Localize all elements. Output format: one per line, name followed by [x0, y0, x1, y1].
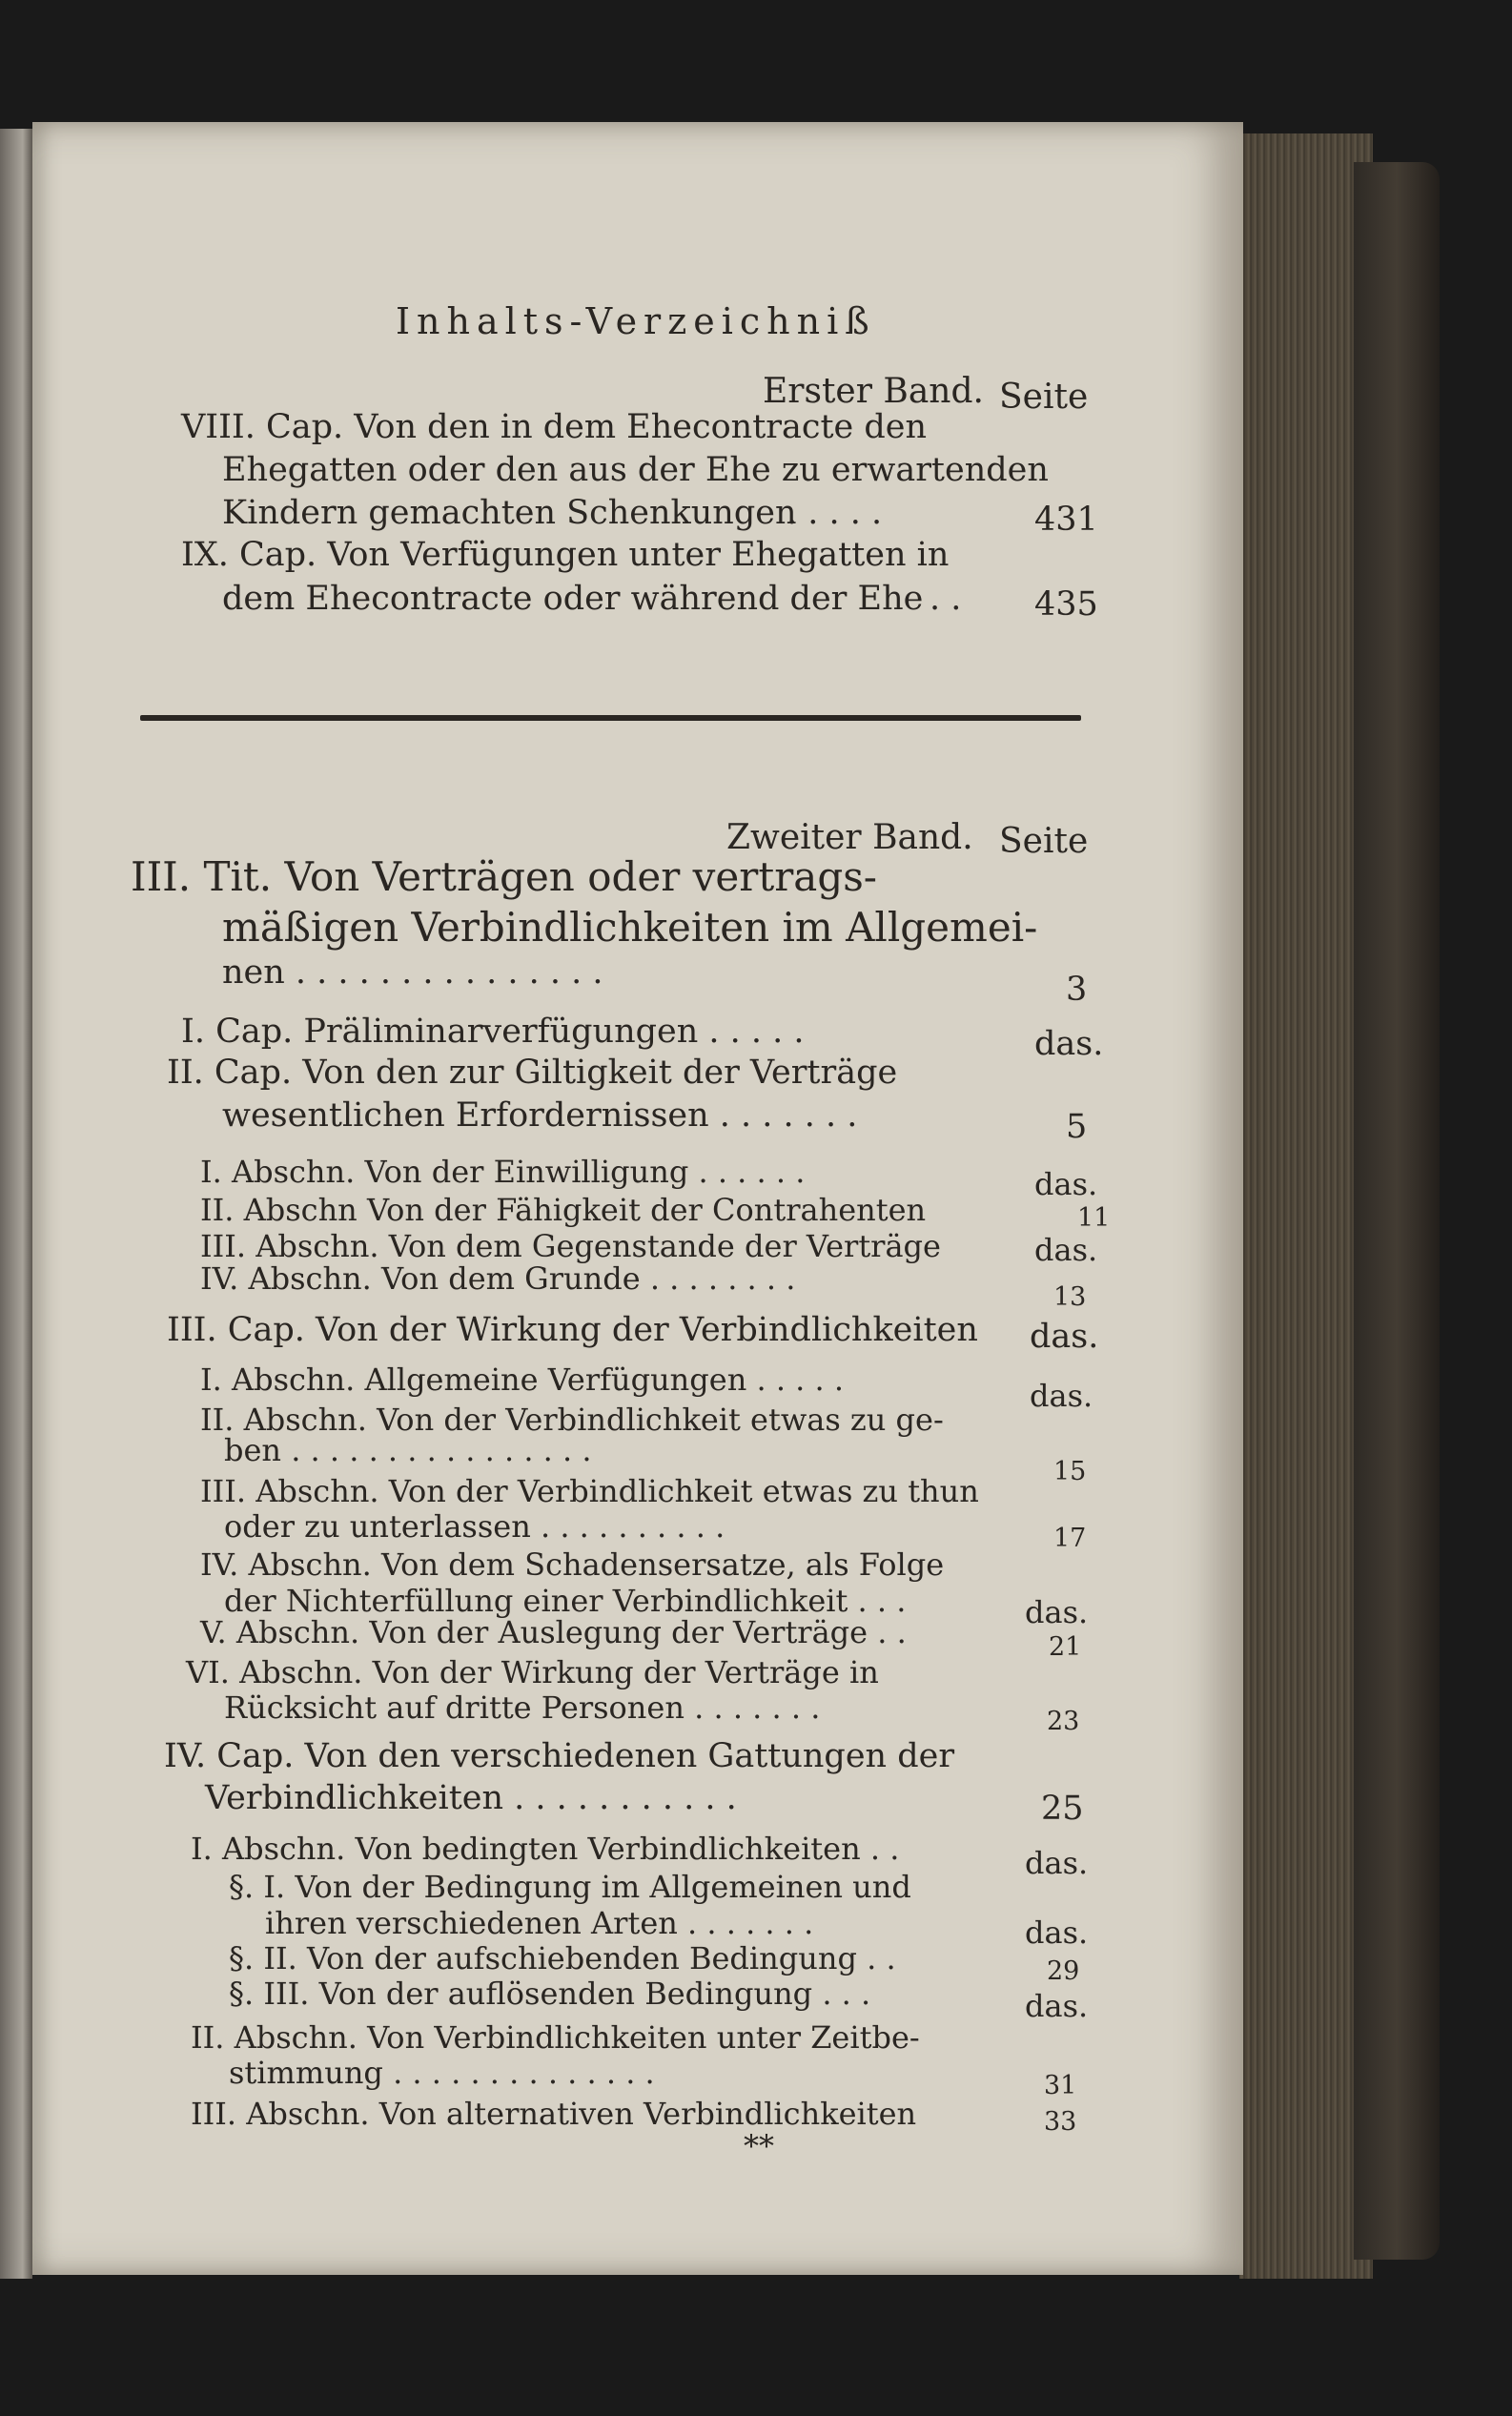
- toc-entry-page: 33: [1044, 2107, 1077, 2137]
- toc-entry-page: das.: [1034, 1025, 1104, 1063]
- toc-entry-page: 11: [1077, 1203, 1111, 1233]
- page-title: Inhalts-Verzeichniß: [396, 300, 876, 342]
- toc-entry-line: ben . . . . . . . . . . . . . . . .: [224, 1432, 592, 1468]
- toc-entry-line: II. Abschn. Von der Verbindlichkeit etwas zu ge-: [200, 1402, 944, 1438]
- toc-entry-line: III. Abschn. Von alternativen Verbindlichkeiten: [191, 2096, 917, 2132]
- toc-entry-line: IX. Cap. Von Verfügungen unter Ehegatten in: [181, 536, 950, 574]
- toc-entry-line: Ehegatten oder den aus der Ehe zu erwartenden: [222, 451, 1049, 489]
- toc-entry-line: VIII. Cap. Von den in dem Ehecontracte den: [181, 408, 928, 446]
- toc-entry-line: §. III. Von der auflösenden Bedingung . . .: [229, 1976, 871, 2012]
- toc-entry-page: das.: [1025, 1914, 1089, 1951]
- book-fore-edge: [1239, 133, 1373, 2279]
- toc-entry-page: 25: [1041, 1790, 1084, 1828]
- toc-entry-page: 31: [1044, 2071, 1077, 2100]
- toc-entry-dots: . . . . .: [787, 494, 883, 532]
- toc-entry-line: IV. Abschn. Von dem Grunde . . . . . . . .: [200, 1260, 796, 1297]
- toc-entry-page: 15: [1053, 1457, 1087, 1486]
- toc-entry-line: II. Abschn Von der Fähigkeit der Contrahenten: [200, 1192, 927, 1228]
- toc-entry-page: das.: [1025, 1845, 1089, 1881]
- band2-heading: Zweiter Band.: [726, 818, 973, 857]
- toc-entry-line: Kindern gemachten Schenkungen: [222, 494, 797, 532]
- toc-entry-line: II. Abschn. Von Verbindlichkeiten unter Zeitbe-: [191, 2019, 920, 2056]
- toc-entry-page: das.: [1030, 1318, 1099, 1356]
- toc-entry-line: §. II. Von der aufschiebenden Bedingung . .: [229, 1940, 896, 1976]
- toc-entry-line: I. Cap. Präliminarverfügungen . . . . .: [181, 1013, 805, 1051]
- toc-entry-dots: . .: [930, 580, 962, 618]
- toc-entry-line: III. Cap. Von der Wirkung der Verbindlichkeiten: [167, 1311, 978, 1349]
- toc-entry-line: wesentlichen Erfordernissen . . . . . . .: [222, 1096, 858, 1135]
- toc-entry-page: 17: [1053, 1524, 1087, 1553]
- toc-entry-line: stimmung . . . . . . . . . . . . . .: [229, 2055, 655, 2091]
- toc-entry-line: VI. Abschn. Von der Wirkung der Verträge in: [186, 1654, 879, 1690]
- toc-entry-page: das.: [1025, 1988, 1089, 2024]
- toc-entry-page: 3: [1066, 971, 1088, 1009]
- toc-entry-page: 435: [1034, 585, 1098, 624]
- toc-entry-line: IV. Cap. Von den verschiedenen Gattungen der: [164, 1737, 955, 1775]
- band1-seite: Seite: [999, 378, 1089, 417]
- toc-entry-page: das.: [1030, 1378, 1093, 1414]
- toc-entry-page: 21: [1049, 1632, 1082, 1662]
- book-cover: [1354, 162, 1440, 2260]
- toc-entry-line: dem Ehecontracte oder während der Ehe: [222, 580, 924, 618]
- toc-entry-page: 431: [1034, 501, 1098, 539]
- toc-entry-line: oder zu unterlassen . . . . . . . . . .: [224, 1508, 725, 1545]
- signature-mark: **: [744, 2128, 774, 2164]
- toc-entry-page: 5: [1066, 1108, 1088, 1146]
- toc-entry-line: I. Abschn. Von bedingten Verbindlichkeiten . .: [191, 1831, 900, 1867]
- toc-entry-line: nen . . . . . . . . . . . . . . .: [222, 953, 603, 992]
- band1-heading: Erster Band.: [763, 372, 984, 411]
- toc-entry-line: III. Tit. Von Verträgen oder vertrags-: [131, 853, 877, 900]
- toc-entry-page: das.: [1025, 1594, 1089, 1630]
- toc-entry-line: mäßigen Verbindlichkeiten im Allgemei-: [222, 904, 1038, 951]
- toc-entry-line: III. Abschn. Von der Verbindlichkeit etwas zu thun: [200, 1473, 979, 1509]
- toc-entry-line: ihren verschiedenen Arten . . . . . . .: [265, 1905, 814, 1941]
- left-page-edge: [0, 129, 32, 2279]
- toc-entry-line: §. I. Von der Bedingung im Allgemeinen und: [229, 1869, 911, 1905]
- toc-entry-line: I. Abschn. Von der Einwilligung . . . . . .: [200, 1154, 806, 1190]
- toc-entry-line: der Nichterfüllung einer Verbindlichkeit . . .: [224, 1583, 907, 1619]
- toc-entry-line: II. Cap. Von den zur Giltigkeit der Verträge: [167, 1054, 898, 1092]
- band2-seite: Seite: [999, 822, 1089, 861]
- toc-entry-line: Rücksicht auf dritte Personen . . . . . . .: [224, 1689, 821, 1726]
- toc-entry-line: III. Abschn. Von dem Gegenstande der Verträge: [200, 1228, 941, 1264]
- toc-entry-line: V. Abschn. Von der Auslegung der Verträge . .: [200, 1614, 907, 1650]
- toc-entry-page: 23: [1047, 1707, 1080, 1736]
- toc-entry-page: das.: [1034, 1166, 1098, 1202]
- toc-entry-line: Verbindlichkeiten . . . . . . . . . . .: [205, 1779, 737, 1817]
- section-divider: [140, 715, 1081, 721]
- toc-entry-page: 29: [1047, 1956, 1080, 1986]
- toc-entry-line: I. Abschn. Allgemeine Verfügungen . . . . .: [200, 1362, 845, 1398]
- toc-entry-line: IV. Abschn. Von dem Schadensersatze, als Folge: [200, 1546, 945, 1583]
- toc-entry-page: das.: [1034, 1232, 1098, 1268]
- toc-entry-page: 13: [1053, 1282, 1087, 1312]
